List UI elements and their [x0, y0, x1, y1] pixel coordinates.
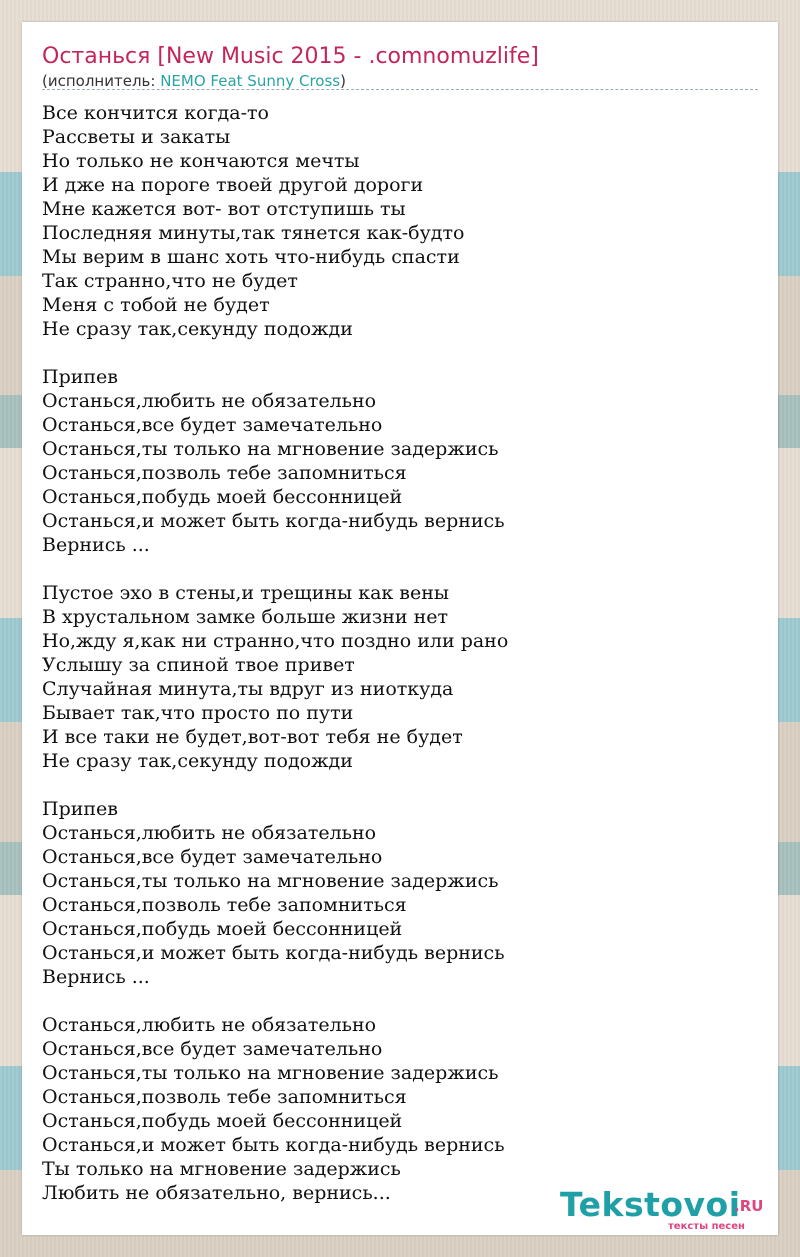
lyric-line: Последняя минуты,так тянется как-будто: [42, 222, 465, 244]
lyric-line: Припев: [42, 366, 118, 388]
lyric-line: Останься,все будет замечательно: [42, 1038, 383, 1060]
lyric-line: Останься,побудь моей бессонницей: [42, 1110, 403, 1132]
lyric-line: Мне кажется вот- вот отступишь ты: [42, 198, 406, 220]
lyric-line: Но,жду я,как ни странно,что поздно или рано: [42, 630, 509, 652]
lyric-line: И дже на пороге твоей другой дороги: [42, 174, 424, 196]
lyric-line: Случайная минута,ты вдруг из ниоткуда: [42, 678, 454, 700]
lyric-line: Не сразу так,секунду подожди: [42, 318, 353, 340]
lyric-line: Останься,все будет замечательно: [42, 414, 383, 436]
lyric-line: Но только не кончаются мечты: [42, 150, 360, 172]
lyric-line: Останься,любить не обязательно: [42, 390, 377, 412]
lyric-line: Бывает так,что просто по пути: [42, 702, 354, 724]
lyric-line: Останься,позволь тебе запомниться: [42, 1086, 407, 1108]
artist-link[interactable]: NEMO Feat Sunny Cross: [160, 72, 341, 90]
lyric-line: Рассветы и закаты: [42, 126, 231, 148]
lyrics-text: [42, 101, 508, 1205]
lyric-line: Останься,позволь тебе запомниться: [42, 894, 407, 916]
lyric-line: Вернись ...: [42, 534, 150, 556]
song-title: Останься [New Music 2015 - .comnomuzlife]: [42, 44, 539, 69]
lyric-line: [42, 341, 508, 365]
lyric-line: [42, 989, 508, 1013]
lyric-line: И все таки не будет,вот-вот тебя не будет: [42, 726, 463, 748]
lyric-line: Останься,и может быть когда-нибудь вернись: [42, 510, 505, 532]
lyric-line: Ты только на мгновение задержись: [42, 1158, 401, 1180]
lyric-line: Останься,побудь моей бессонницей: [42, 918, 403, 940]
artist-line: [42, 72, 346, 90]
lyric-line: Останься,ты только на мгновение задержись: [42, 438, 499, 460]
lyric-line: Меня с тобой не будет: [42, 294, 270, 316]
lyric-line: Останься,ты только на мгновение задержись: [42, 870, 499, 892]
lyric-line: Все кончится когда-то: [42, 102, 269, 124]
lyric-line: Не сразу так,секунду подожди: [42, 750, 353, 772]
lyric-line: Останься,позволь тебе запомниться: [42, 462, 407, 484]
lyric-line: В хрустальном замке больше жизни нет: [42, 606, 449, 628]
lyric-line: Останься,все будет замечательно: [42, 846, 383, 868]
lyric-line: Останься,любить не обязательно: [42, 822, 377, 844]
lyric-line: Любить не обязательно, вернись...: [42, 1182, 391, 1204]
lyric-line: Припев: [42, 798, 118, 820]
lyric-line: Пустое эхо в стены,и трещины как вены: [42, 582, 450, 604]
lyric-line: [42, 557, 508, 581]
lyric-line: Останься,и может быть когда-нибудь вернись: [42, 1134, 505, 1156]
lyric-line: Останься,любить не обязательно: [42, 1014, 377, 1036]
logo-tagline: тексты песен: [668, 1221, 745, 1232]
divider: [42, 89, 758, 90]
logo-domain: .RU: [734, 1197, 764, 1215]
logo-name: Tekstovoi: [560, 1185, 741, 1224]
lyric-line: Услышу за спиной твое привет: [42, 654, 355, 676]
lyric-line: Мы верим в шанс хоть что-нибудь спасти: [42, 246, 460, 268]
lyric-line: Останься,побудь моей бессонницей: [42, 486, 403, 508]
site-logo[interactable]: [560, 1185, 770, 1235]
lyrics-card: [22, 22, 778, 1235]
lyric-line: Останься,и может быть когда-нибудь вернись: [42, 942, 505, 964]
lyric-line: Вернись ...: [42, 966, 150, 988]
lyric-line: Так странно,что не будет: [42, 270, 298, 292]
artist-prefix: (исполнитель:: [42, 72, 161, 90]
lyric-line: [42, 773, 508, 797]
artist-suffix: ): [340, 72, 346, 90]
lyric-line: Останься,ты только на мгновение задержись: [42, 1062, 499, 1084]
